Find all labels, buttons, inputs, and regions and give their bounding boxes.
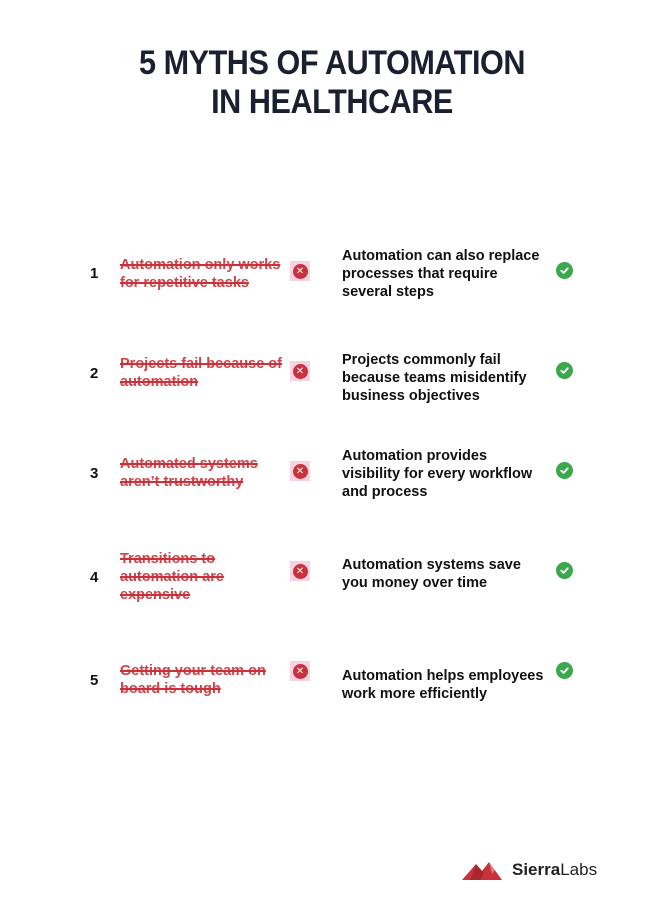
myth-text: Automation only works for repetitive tasks — [120, 257, 281, 291]
mountain-logo-icon — [462, 858, 510, 882]
myth-text: Automated systems aren’t trustworthy — [120, 456, 258, 490]
x-circle-icon: ✕ — [290, 461, 310, 481]
row-number: 3 — [90, 465, 99, 482]
fact-text: Projects commonly fail because teams misidentify business objectives — [342, 352, 527, 404]
title-line-2: IN HEALTHCARE — [211, 83, 453, 121]
fact-text: Automation systems save you money over time — [342, 557, 521, 591]
x-circle-icon: ✕ — [290, 361, 310, 381]
logo-text — [512, 860, 597, 880]
myth-text: Transitions to automation are expensive — [120, 551, 224, 603]
fact-text: Automation helps employees work more efficiently — [342, 668, 544, 702]
logo-text-sierra: Sierra — [512, 860, 561, 879]
page-title — [33, 44, 631, 122]
x-circle-icon: ✕ — [290, 661, 310, 681]
x-circle-icon: ✕ — [290, 561, 310, 581]
x-circle-icon: ✕ — [290, 261, 310, 281]
logo-text-labs: Labs — [560, 860, 598, 879]
row-number: 4 — [90, 569, 99, 586]
check-circle-icon — [556, 262, 573, 279]
row-number: 1 — [90, 265, 99, 282]
fact-text: Automation provides visibility for every workflow and process — [342, 448, 533, 500]
fact-text: Automation can also replace processes that require several steps — [342, 248, 540, 300]
row-number: 2 — [90, 365, 99, 382]
check-circle-icon — [556, 362, 573, 379]
title-line-1: 5 MYTHS OF AUTOMATION — [138, 44, 526, 82]
myth-text: Projects fail because of automation — [120, 356, 282, 390]
sierralabs-logo — [462, 857, 597, 883]
myth-text: Getting your team on board is tough — [120, 663, 266, 697]
check-circle-icon — [556, 662, 573, 679]
check-circle-icon — [556, 562, 573, 579]
check-circle-icon — [556, 462, 573, 479]
row-number: 5 — [90, 672, 99, 689]
